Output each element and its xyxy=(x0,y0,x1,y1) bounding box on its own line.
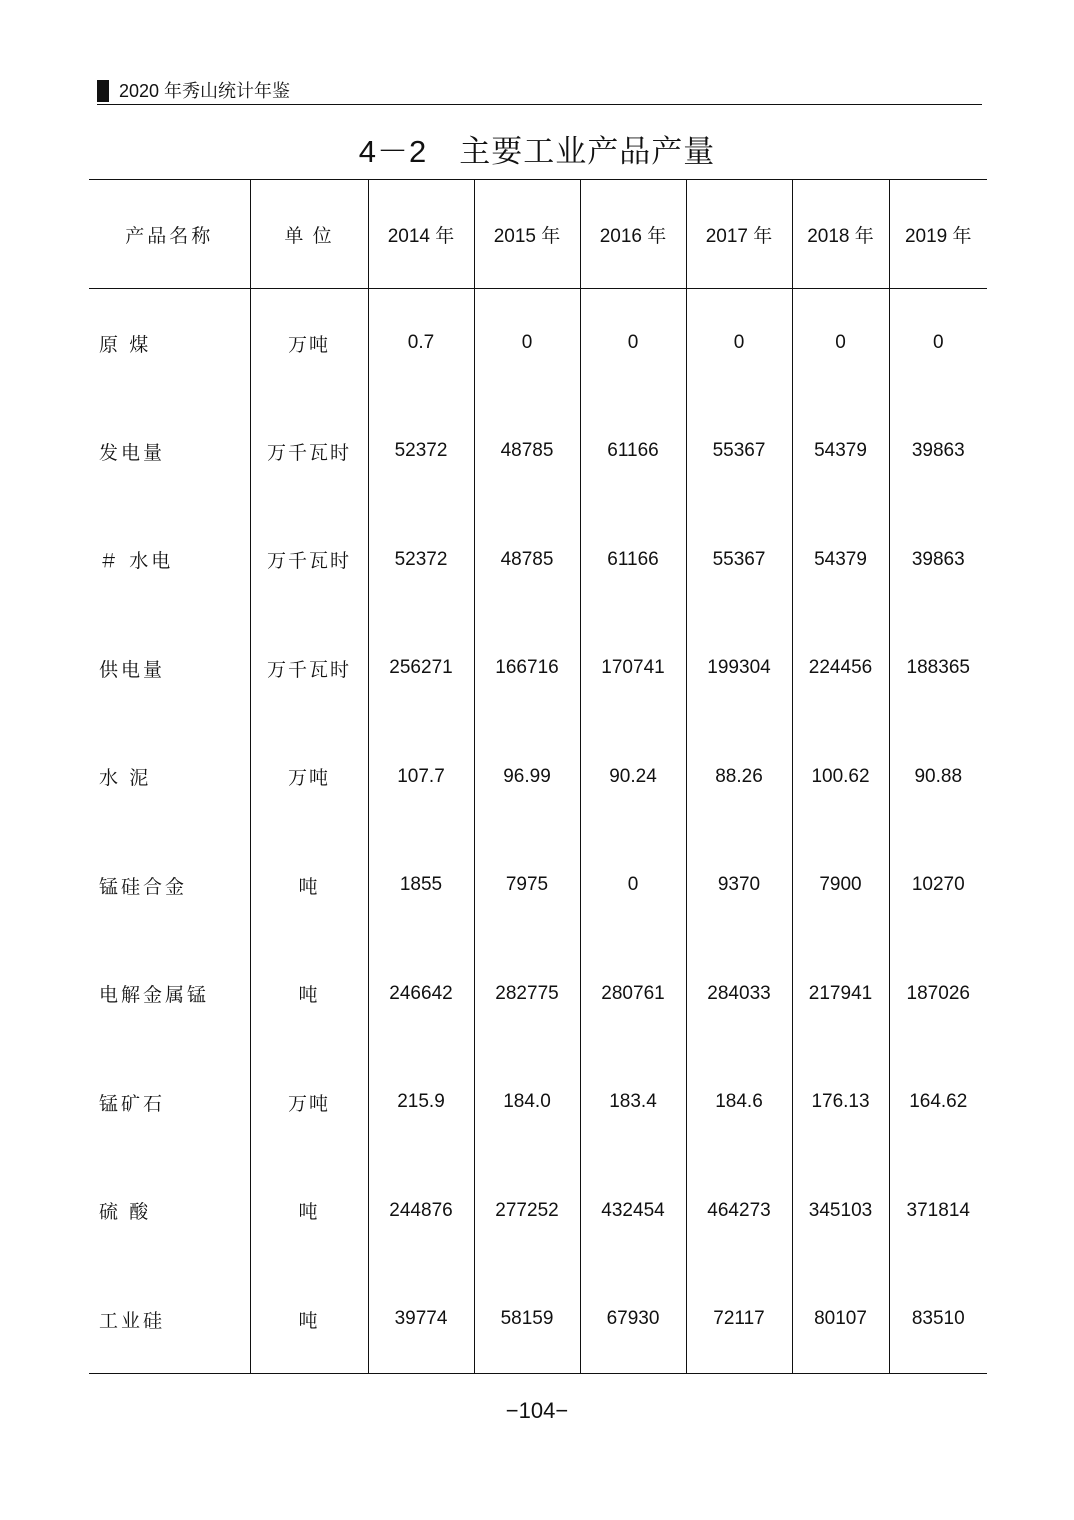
column-header: 2015 年 xyxy=(474,180,580,289)
value-cell: 96.99 xyxy=(474,723,580,832)
column-header: 2017 年 xyxy=(686,180,792,289)
value-cell: 282775 xyxy=(474,940,580,1049)
value-cell: 256271 xyxy=(368,614,474,723)
header-row xyxy=(89,180,987,289)
value-cell: 39863 xyxy=(889,506,987,615)
header-block-mark xyxy=(97,80,109,102)
column-header: 2014 年 xyxy=(368,180,474,289)
value-cell: 284033 xyxy=(686,940,792,1049)
value-cell: 88.26 xyxy=(686,723,792,832)
value-cell: 48785 xyxy=(474,397,580,506)
table-row xyxy=(89,506,987,615)
product-name-cell: 原 煤 xyxy=(99,334,152,356)
table-row xyxy=(89,397,987,506)
column-header: 2018 年 xyxy=(792,180,889,289)
value-cell: 0 xyxy=(474,289,580,398)
value-cell: 246642 xyxy=(368,940,474,1049)
table-body xyxy=(89,289,987,1374)
product-name-cell: 锰矿石 xyxy=(99,1093,166,1115)
value-cell: 166716 xyxy=(474,614,580,723)
value-cell: 52372 xyxy=(368,397,474,506)
product-name-cell: 工业硅 xyxy=(89,1265,250,1374)
value-cell: 61166 xyxy=(580,506,686,615)
product-name-cell: 电解金属锰 xyxy=(99,985,210,1007)
value-cell: 48785 xyxy=(474,506,580,615)
unit-cell: 万吨 xyxy=(250,289,368,398)
product-name-cell: 发电量 xyxy=(99,442,166,464)
column-header: 2016 年 xyxy=(580,180,686,289)
value-cell: 72117 xyxy=(686,1265,792,1374)
unit-cell: 吨 xyxy=(250,940,368,1049)
value-cell: 55367 xyxy=(686,506,792,615)
value-cell: 90.88 xyxy=(889,723,987,832)
product-name-cell: 供电量 xyxy=(99,659,166,681)
value-cell: 0 xyxy=(889,289,987,398)
value-cell: 164.62 xyxy=(889,1048,987,1157)
value-cell: 217941 xyxy=(792,940,889,1049)
value-cell: 371814 xyxy=(889,1157,987,1266)
value-cell: 187026 xyxy=(889,940,987,1049)
table-row xyxy=(89,723,987,832)
value-cell: 39863 xyxy=(889,397,987,506)
unit-cell: 万千瓦时 xyxy=(250,506,368,615)
value-cell: 7900 xyxy=(792,831,889,940)
value-cell: 184.0 xyxy=(474,1048,580,1157)
value-cell: 54379 xyxy=(792,506,889,615)
value-cell: 83510 xyxy=(889,1265,987,1374)
unit-cell: 万千瓦时 xyxy=(250,397,368,506)
product-name-cell: 锰硅合金 xyxy=(99,876,188,898)
value-cell: 0 xyxy=(580,289,686,398)
table-row xyxy=(89,1048,987,1157)
value-cell: 188365 xyxy=(889,614,987,723)
value-cell: 58159 xyxy=(474,1265,580,1374)
value-cell: 39774 xyxy=(368,1265,474,1374)
value-cell: 464273 xyxy=(686,1157,792,1266)
unit-cell: 吨 xyxy=(250,831,368,940)
value-cell: 277252 xyxy=(474,1157,580,1266)
unit-cell: 万千瓦时 xyxy=(250,614,368,723)
value-cell: 176.13 xyxy=(792,1048,889,1157)
production-table xyxy=(89,179,987,1374)
value-cell: 224456 xyxy=(792,614,889,723)
value-cell: 80107 xyxy=(792,1265,889,1374)
product-name-cell: 硫 酸 xyxy=(99,1202,152,1224)
value-cell: 0 xyxy=(686,289,792,398)
column-header: 2019 年 xyxy=(889,180,987,289)
value-cell: 0 xyxy=(792,289,889,398)
running-header xyxy=(97,78,982,105)
value-cell: 7975 xyxy=(474,831,580,940)
table-row xyxy=(89,1265,987,1374)
value-cell: 184.6 xyxy=(686,1048,792,1157)
product-name-cell: 水 泥 xyxy=(99,768,152,790)
column-header: 产品名称 xyxy=(89,180,250,289)
value-cell: 345103 xyxy=(792,1157,889,1266)
value-cell: 170741 xyxy=(580,614,686,723)
value-cell: 199304 xyxy=(686,614,792,723)
value-cell: 9370 xyxy=(686,831,792,940)
value-cell: 90.24 xyxy=(580,723,686,832)
value-cell: 280761 xyxy=(580,940,686,1049)
header-text: 2020 年秀山统计年鉴 xyxy=(119,81,291,101)
table-row xyxy=(89,1157,987,1266)
value-cell: 0 xyxy=(580,831,686,940)
value-cell: 0.7 xyxy=(368,289,474,398)
value-cell: 67930 xyxy=(580,1265,686,1374)
value-cell: 55367 xyxy=(686,397,792,506)
value-cell: 432454 xyxy=(580,1157,686,1266)
table-row xyxy=(89,614,987,723)
unit-cell: 吨 xyxy=(250,1265,368,1374)
table-row xyxy=(89,940,987,1049)
value-cell: 52372 xyxy=(368,506,474,615)
unit-cell: 万吨 xyxy=(250,723,368,832)
value-cell: 183.4 xyxy=(580,1048,686,1157)
value-cell: 10270 xyxy=(889,831,987,940)
value-cell: 244876 xyxy=(368,1157,474,1266)
product-name-cell: ＃ 水电 xyxy=(99,551,174,573)
column-header: 单 位 xyxy=(250,180,368,289)
value-cell: 100.62 xyxy=(792,723,889,832)
value-cell: 1855 xyxy=(368,831,474,940)
unit-cell: 吨 xyxy=(250,1157,368,1266)
value-cell: 107.7 xyxy=(368,723,474,832)
value-cell: 215.9 xyxy=(368,1048,474,1157)
value-cell: 61166 xyxy=(580,397,686,506)
page-title: 4－2 主要工业产品产量 xyxy=(358,134,716,169)
page-number: −104− xyxy=(505,1398,569,1423)
table-row xyxy=(89,831,987,940)
unit-cell: 万吨 xyxy=(250,1048,368,1157)
table-row xyxy=(89,289,987,398)
value-cell: 54379 xyxy=(792,397,889,506)
